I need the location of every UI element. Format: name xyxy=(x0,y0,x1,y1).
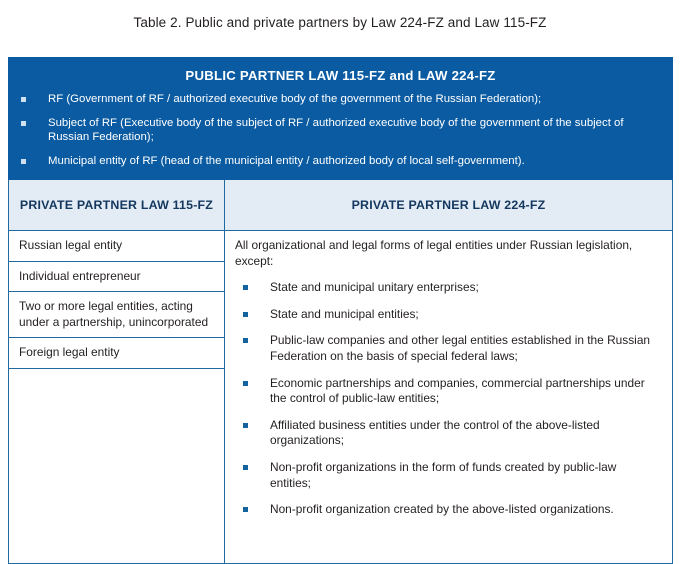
list-item xyxy=(233,307,660,323)
list-item-text: Affiliated business entities under the control of the above-listed organizations; xyxy=(269,417,600,448)
private-partner-224-exceptions-list xyxy=(233,280,660,518)
list-item-text: Municipal entity of RF (head of the municipal entity / authorized body of local self-government). xyxy=(48,154,525,167)
private-partner-224-body xyxy=(225,231,672,528)
square-bullet-icon xyxy=(21,159,26,164)
list-item-text: RF (Government of RF / authorized executive body of the government of the Russian Federation); xyxy=(48,93,542,105)
list-item-text: Non-profit organizations in the form of funds created by public-law entities; xyxy=(269,459,617,490)
table-caption: Table 2. Public and private partners by Law 224-FZ and Law 115-FZ xyxy=(133,15,547,30)
private-partner-224-column xyxy=(225,180,672,563)
private-partner-115-header: PRIVATE PARTNER LAW 115-FZ xyxy=(9,180,224,231)
list-item xyxy=(8,154,655,169)
square-bullet-icon xyxy=(21,97,26,102)
list-item-text: Economic partnerships and companies, commercial partnerships under the control of public-law entities; xyxy=(269,375,645,406)
list-item xyxy=(233,280,660,296)
comparison-table xyxy=(8,57,673,564)
public-partner-section xyxy=(8,57,673,180)
private-partner-115-column xyxy=(9,180,225,563)
square-bullet-icon xyxy=(243,312,248,317)
list-item-text: Non-profit organization created by the above-listed organizations. xyxy=(269,502,614,517)
public-partner-title: PUBLIC PARTNER LAW 115-FZ and LAW 224-FZ xyxy=(185,68,496,83)
list-item-text: State and municipal unitary enterprises; xyxy=(269,280,479,295)
list-item-text: State and municipal entities; xyxy=(269,306,419,321)
list-item xyxy=(233,333,660,364)
list-item xyxy=(233,376,660,407)
square-bullet-icon xyxy=(243,285,248,290)
table-row: Foreign legal entity xyxy=(9,338,224,369)
list-item-text: Public-law companies and other legal entities established in the Russian Federation on the basis of special federal laws; xyxy=(269,333,651,363)
list-item xyxy=(8,116,655,145)
square-bullet-icon xyxy=(21,121,26,126)
square-bullet-icon xyxy=(243,381,248,386)
list-item xyxy=(233,418,660,449)
empty-cell xyxy=(9,369,224,563)
square-bullet-icon xyxy=(243,423,248,428)
list-item-text: Subject of RF (Executive body of the subject of RF / authorized executive body of the government of the subject of Russian Federation); xyxy=(48,116,624,143)
square-bullet-icon xyxy=(243,338,248,343)
table-row: Russian legal entity xyxy=(9,231,224,262)
table-row: Individual entrepreneur xyxy=(9,262,224,293)
public-partner-list xyxy=(8,92,673,168)
private-partner-columns xyxy=(8,180,673,564)
private-partner-224-intro: All organizational and legal forms of legal entities under Russian legislation, except: xyxy=(234,238,633,268)
list-item xyxy=(8,92,655,107)
table-row: Two or more legal entities, acting under a partnership, unincorporated xyxy=(9,292,224,338)
square-bullet-icon xyxy=(243,465,248,470)
private-partner-224-header: PRIVATE PARTNER LAW 224-FZ xyxy=(225,180,672,231)
list-item xyxy=(233,502,660,518)
square-bullet-icon xyxy=(243,507,248,512)
list-item xyxy=(233,460,660,491)
